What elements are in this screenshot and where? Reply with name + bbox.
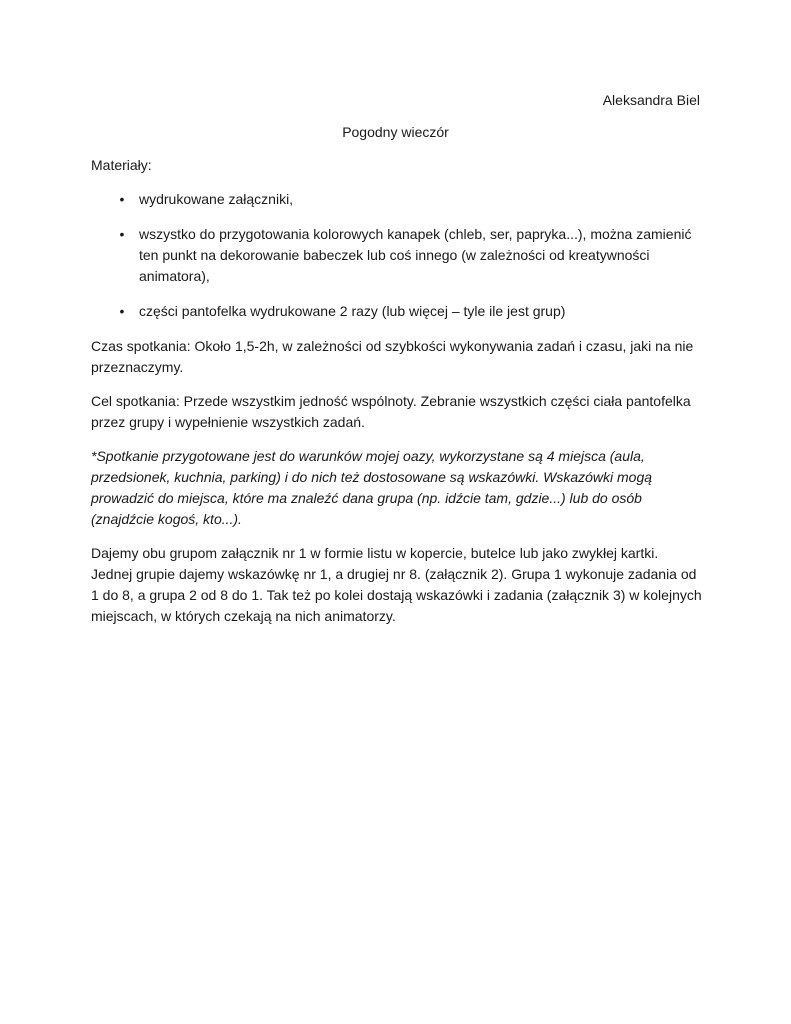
bullet-icon: • — [119, 191, 125, 207]
materials-label: Materiały: — [91, 157, 152, 173]
document-body — [91, 155, 703, 640]
note-paragraph: *Spotkanie przygotowane jest do warunków mojej oazy, wykorzystane są 4 miejsca (aula, przedsionek, kuchnia, parking) i do nich też dostosowane są wskazówki. Wskazówki mogą prowadzić do miejsca, które ma znaleźć dana grupa (np. idźcie tam, gdzie...) lub do osób (znajdźcie kogoś, kto...). — [91, 448, 653, 527]
document-title: Pogodny wieczór — [342, 124, 449, 140]
materials-list-item — [91, 301, 703, 322]
materials-item-text: wydrukowane załączniki, — [139, 191, 294, 207]
materials-item-text: części pantofelka wydrukowane 2 razy (lub więcej – tyle ile jest grup) — [139, 303, 566, 319]
materials-list-item — [91, 224, 703, 287]
materials-list-item — [91, 189, 703, 210]
bullet-icon: • — [119, 226, 125, 242]
meeting-goal-paragraph: Cel spotkania: Przede wszystkim jedność wspólnoty. Zebranie wszystkich części ciała pantofelka przez grupy i wypełnienie wszystkich zadań. — [91, 393, 691, 430]
author-name: Aleksandra Biel — [602, 92, 700, 108]
bullet-icon: • — [119, 303, 125, 319]
materials-list — [91, 189, 703, 322]
meeting-time-paragraph: Czas spotkania: Około 1,5-2h, w zależności od szybkości wykonywania zadań i czasu, jaki na nie przeznaczymy. — [91, 338, 694, 375]
materials-item-text: wszystko do przygotowania kolorowych kanapek (chleb, ser, papryka...), można zamienić ten punkt na dekorowanie babeczek lub coś innego (w zależności od kreatywności animatora), — [139, 226, 692, 284]
instructions-paragraph: Dajemy obu grupom załącznik nr 1 w formie listu w kopercie, butelce lub jako zwykłej kartki. Jednej grupie dajemy wskazówkę nr 1, a drugiej nr 8. (załącznik 2). Grupa 1 wykonuje zadania od 1 do 8, a grupa 2 od 8 do 1. Tak też po kolei dostają wskazówki i zadania (załącznik 3) w kolejnych miejscach, w których czekają na nich animatorzy. — [91, 545, 702, 624]
